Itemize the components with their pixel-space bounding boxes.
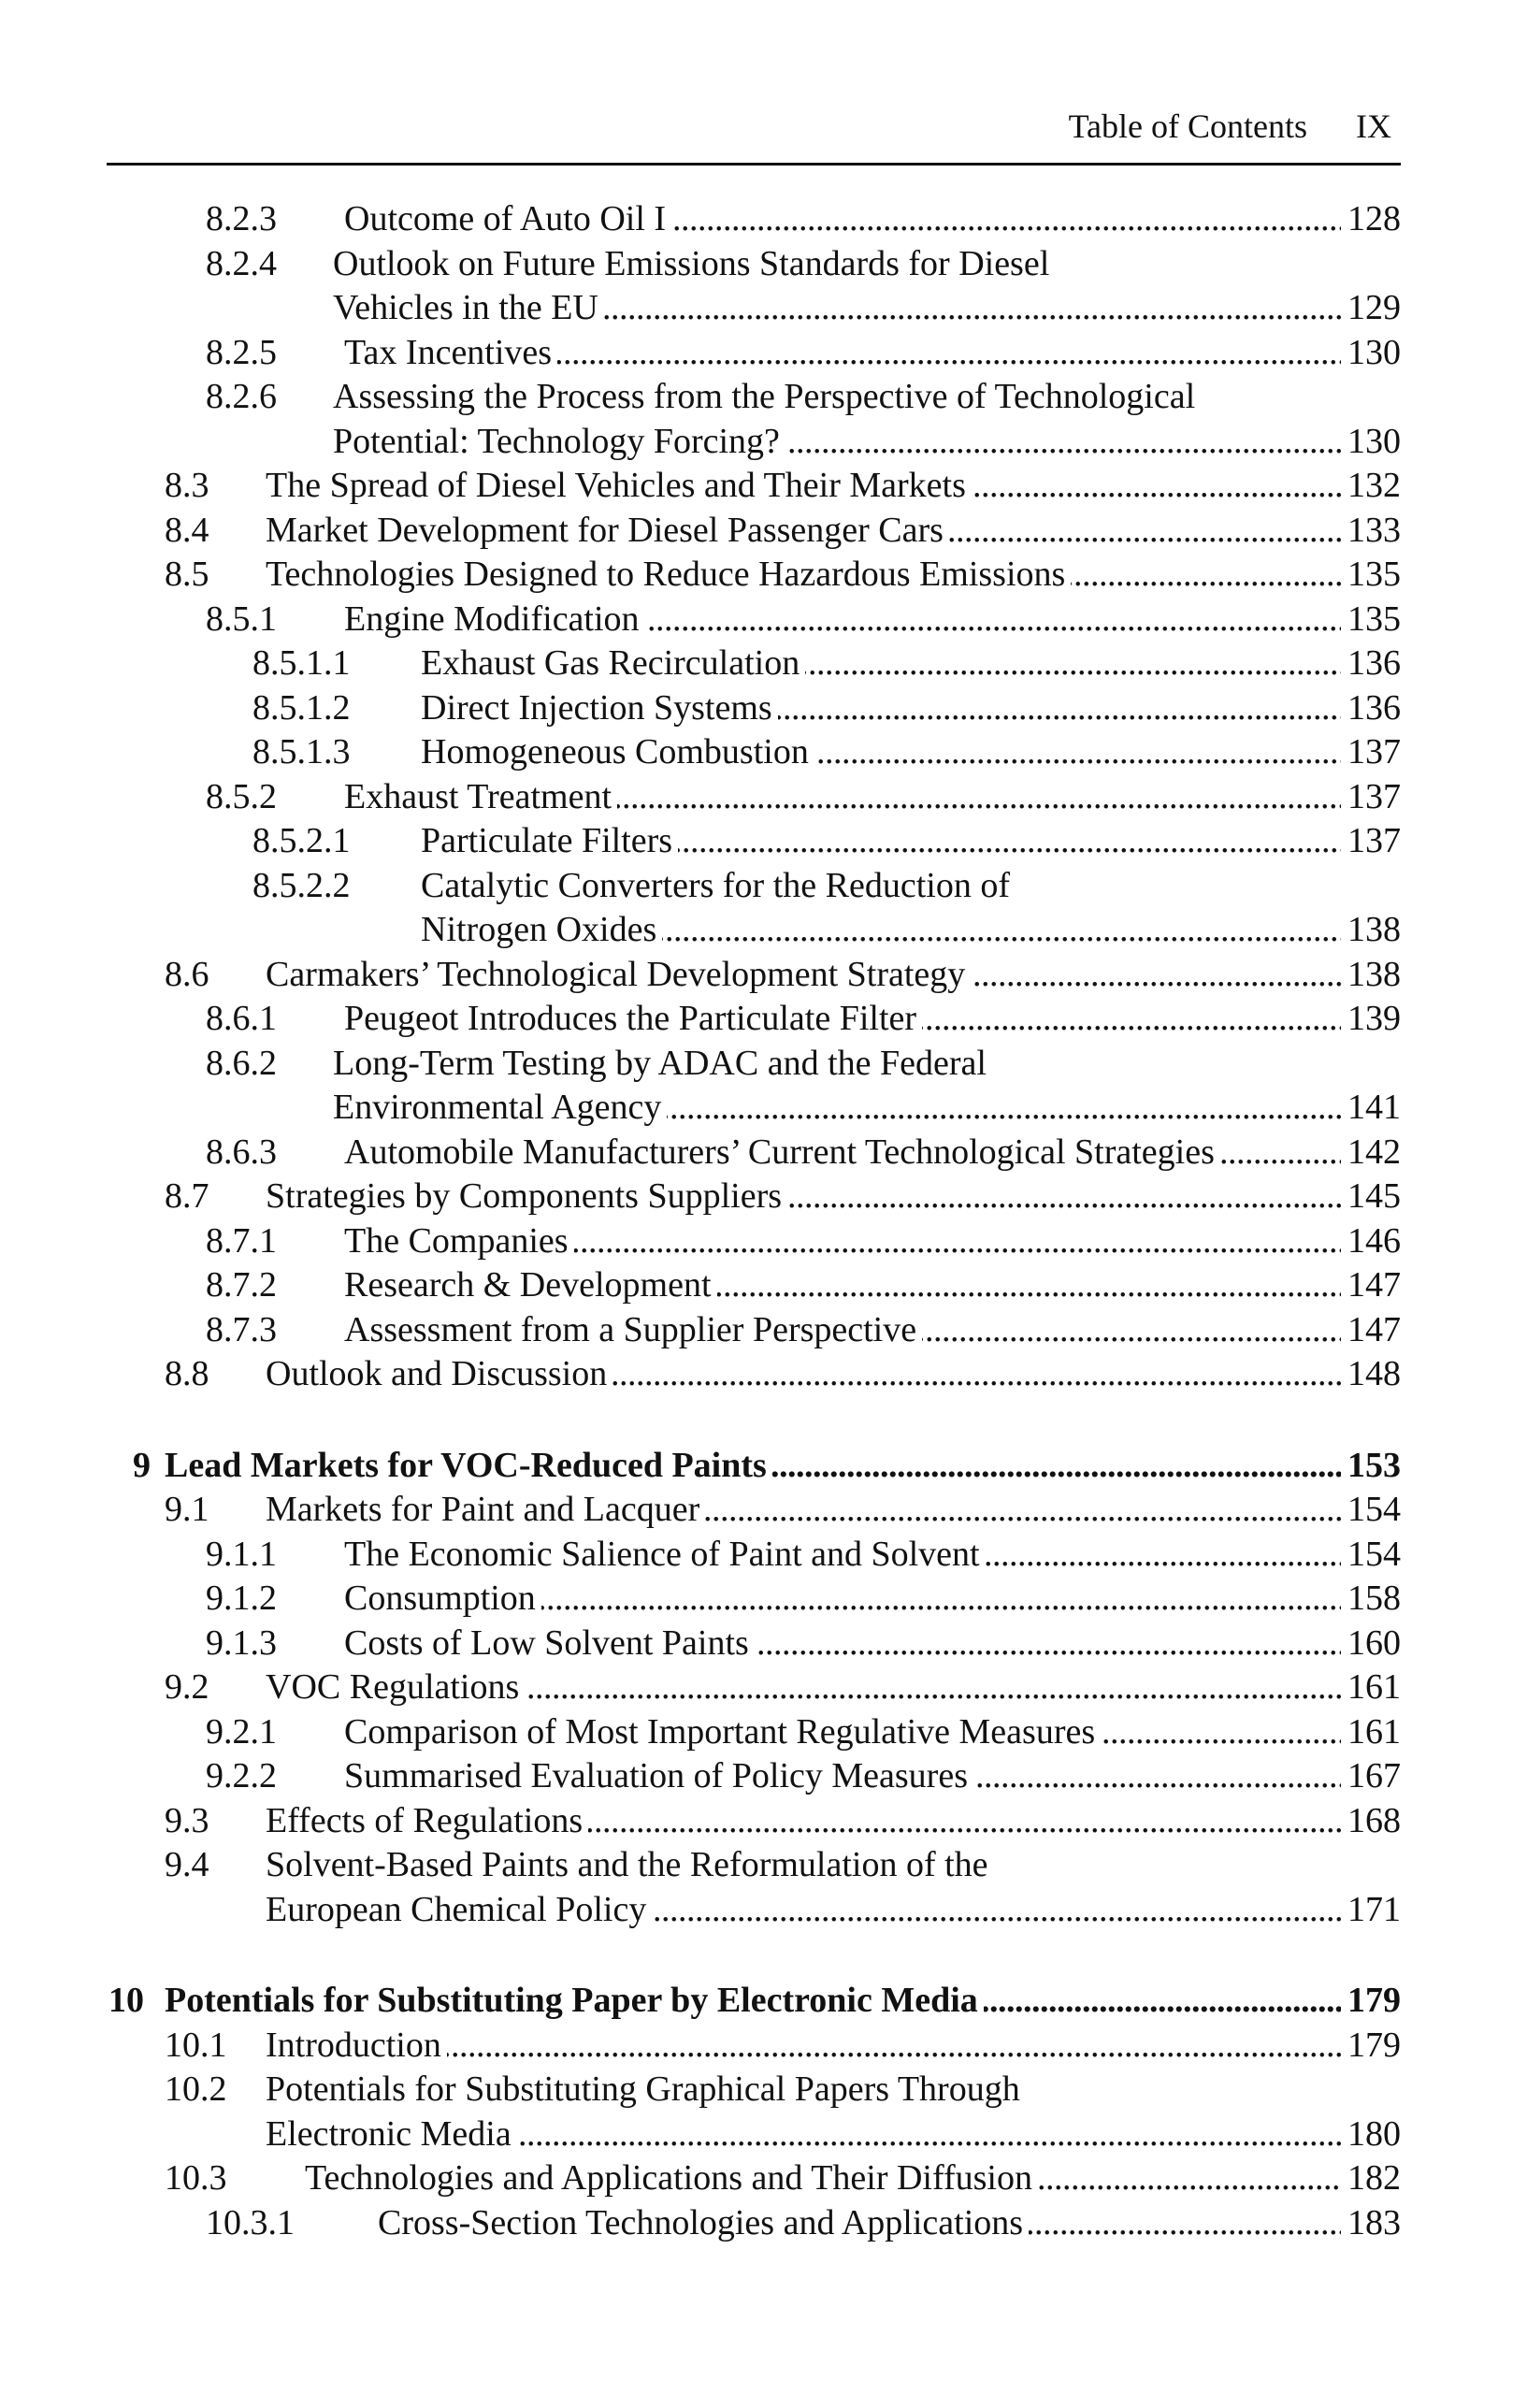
toc-entry-title: Assessment from a Supplier Perspective (344, 1307, 922, 1352)
toc-entry-title: Direct Injection Systems (421, 685, 778, 730)
toc-entry-page: 138 (1343, 907, 1401, 952)
toc-entry-title-continued: Electronic Media (266, 2112, 517, 2156)
toc-entry[interactable] (0, 1665, 1401, 1709)
toc-entry-title: Cross-Section Technologies and Applications (378, 2200, 1029, 2245)
toc-entry-title: Solvent-Based Paints and the Reformulation of the (266, 1842, 994, 1887)
toc-entry-number: 8.8 (165, 1354, 209, 1393)
toc-entry-title-continued: Potential: Technology Forcing? (333, 419, 785, 464)
toc-entry-number: 10.2 (165, 2069, 227, 2109)
toc-entry-title: Effects of Regulations (266, 1798, 588, 1843)
toc-entry-number: 8.5.1 (206, 598, 277, 639)
toc-entry[interactable] (0, 641, 1401, 685)
toc-entry-number: 8.5.1.1 (252, 643, 351, 683)
toc-entry-continuation (0, 1887, 1401, 1932)
toc-entry[interactable] (0, 1487, 1401, 1532)
toc-entry-page: 154 (1343, 1532, 1401, 1577)
toc-entry-number: 8.5.2 (206, 776, 277, 816)
toc-entry[interactable] (0, 552, 1401, 597)
toc-entry-title: Strategies by Components Suppliers (266, 1174, 787, 1218)
toc-entry-number: 10.3.1 (206, 2202, 295, 2242)
toc-entry[interactable] (0, 374, 1401, 463)
toc-entry-title: The Economic Salience of Paint and Solvent (344, 1532, 986, 1577)
toc-entry-title: Peugeot Introduces the Particulate Filter (344, 996, 922, 1041)
toc-entry-page: 136 (1343, 641, 1401, 685)
toc-entry-number: 9 (133, 1445, 151, 1485)
toc-entry[interactable] (0, 196, 1401, 241)
toc-entry-number: 8.2.3 (206, 199, 277, 238)
toc-entry-page: 167 (1343, 1753, 1401, 1798)
toc-entry-page: 168 (1343, 1798, 1401, 1843)
toc-entry-title: Potentials for Substituting Paper by Electronic Media (165, 1978, 984, 2023)
toc-entry[interactable] (0, 508, 1401, 553)
toc-entry-page: 133 (1343, 508, 1401, 553)
toc-entry-title: Summarised Evaluation of Policy Measures (344, 1753, 973, 1798)
toc-entry-page: 135 (1343, 597, 1401, 642)
toc-entry-page: 179 (1343, 2023, 1401, 2068)
toc-entry-number: 8.7.3 (206, 1309, 277, 1349)
toc-entry-page: 180 (1343, 2112, 1401, 2156)
toc-entry-number: 10.3 (165, 2158, 227, 2198)
toc-entry[interactable] (0, 1041, 1401, 1130)
toc-entry-number: 8.2.4 (206, 243, 277, 283)
toc-entry[interactable] (0, 818, 1401, 863)
toc-entry-title: Carmakers’ Technological Development Strategy (266, 952, 971, 997)
toc-entry-page: 179 (1343, 1978, 1401, 2023)
toc-entry-page: 171 (1343, 1887, 1401, 1932)
toc-entry-title-continued: Nitrogen Oxides (421, 907, 662, 952)
toc-entry-title: Homogeneous Combustion (421, 729, 814, 774)
toc-entry[interactable] (0, 1709, 1401, 1754)
toc-entry-title: Outlook and Discussion (266, 1351, 612, 1396)
toc-entry-title: Technologies and Applications and Their Diffusion (305, 2156, 1038, 2200)
toc-entry-page: 147 (1343, 1307, 1401, 1352)
toc-entry-page: 137 (1343, 774, 1401, 819)
toc-entry-title: Catalytic Converters for the Reduction of (421, 863, 1016, 908)
toc-entry-number: 8.6.1 (206, 999, 277, 1038)
toc-entry-number: 8.5.2.2 (252, 865, 351, 905)
toc-entry[interactable] (0, 330, 1401, 375)
toc-entry[interactable] (0, 2067, 1401, 2156)
toc-entry-number: 9.2 (165, 1667, 209, 1707)
toc-entry-page: 146 (1343, 1218, 1401, 1263)
toc-entry-page: 182 (1343, 2156, 1401, 2200)
toc-entry-title: Exhaust Gas Recirculation (421, 641, 805, 685)
toc-entry-page: 158 (1343, 1576, 1401, 1621)
toc-entry-number: 8.5 (165, 555, 209, 594)
toc-entry-page: 148 (1343, 1351, 1401, 1396)
toc-entry-number: 9.2.2 (206, 1756, 277, 1795)
toc-entry-number: 8.6.3 (206, 1132, 277, 1172)
toc-entry-number: 9.3 (165, 1800, 209, 1840)
toc-entry[interactable] (0, 1307, 1401, 1352)
toc-entry[interactable] (0, 1532, 1401, 1577)
toc-chapter-entry[interactable] (0, 1443, 1401, 1488)
toc-entry[interactable] (0, 241, 1401, 330)
toc-entry-number: 8.7 (165, 1176, 209, 1216)
toc-entry[interactable] (0, 685, 1401, 730)
toc-entry-page: 147 (1343, 1262, 1401, 1307)
toc-entry[interactable] (0, 1753, 1401, 1798)
toc-entry-number: 9.1.2 (206, 1579, 277, 1618)
toc-entry-title: Costs of Low Solvent Paints (344, 1621, 755, 1665)
toc-entry-title: Markets for Paint and Lacquer (266, 1487, 705, 1532)
toc-entry-number: 8.2.6 (206, 377, 277, 416)
toc-entry-number: 9.2.1 (206, 1711, 277, 1752)
toc-entry-page: 137 (1343, 818, 1401, 863)
toc-entry-title: Tax Incentives (344, 330, 557, 375)
toc-entry-page: 130 (1343, 419, 1401, 464)
toc-entry-title: Introduction (266, 2023, 447, 2068)
toc-entry-page: 135 (1343, 552, 1401, 597)
toc-entry-page: 183 (1343, 2200, 1401, 2245)
toc-entry-title: Market Development for Diesel Passenger Cars (266, 508, 949, 553)
toc-entry-number: 10 (108, 1981, 144, 2020)
toc-entry-number: 8.7.2 (206, 1265, 277, 1305)
toc-entry[interactable] (0, 1351, 1401, 1396)
toc-entry-number: 8.4 (165, 510, 209, 550)
toc-entry[interactable] (0, 952, 1401, 997)
toc-entry[interactable] (0, 1174, 1401, 1218)
toc-entry-number: 8.5.1.3 (252, 732, 351, 771)
toc-entry[interactable] (0, 1798, 1401, 1843)
page-number: IX (1356, 108, 1391, 145)
toc-entry-page: 145 (1343, 1174, 1401, 1218)
toc-entry-title: Engine Modification (344, 597, 645, 642)
toc-entry-page: 161 (1343, 1665, 1401, 1709)
toc-entry-number: 9.4 (165, 1845, 209, 1884)
toc-entry-title: VOC Regulations (266, 1665, 525, 1709)
toc-entry-title: Particulate Filters (421, 818, 678, 863)
toc-entry-page: 137 (1343, 729, 1401, 774)
toc-entry-continuation (0, 2112, 1401, 2156)
toc-entry-continuation (0, 907, 1401, 952)
toc-entry-page: 153 (1343, 1443, 1401, 1488)
toc-entry-number: 8.7.1 (206, 1220, 277, 1261)
toc-entry-title-continued: European Chemical Policy (266, 1887, 652, 1932)
toc-entry-continuation (0, 1085, 1401, 1130)
toc-entry[interactable] (0, 1262, 1401, 1307)
toc-entry[interactable] (0, 463, 1401, 508)
toc-entry-page: 130 (1343, 330, 1401, 375)
toc-entry-title: Outlook on Future Emissions Standards for Diesel (333, 241, 1055, 286)
toc-entry-page: 142 (1343, 1130, 1401, 1175)
toc-entry-title-continued: Environmental Agency (333, 1085, 667, 1130)
toc-entry-page: 161 (1343, 1709, 1401, 1754)
toc-entry[interactable] (0, 863, 1401, 952)
running-header-title: Table of Contents (1068, 108, 1307, 145)
toc-entry[interactable] (0, 1130, 1401, 1175)
toc-entry[interactable] (0, 774, 1401, 819)
toc-entry[interactable] (0, 1842, 1401, 1931)
toc-entry-title: Research & Development (344, 1262, 717, 1307)
toc-entry-title: Potentials for Substituting Graphical Papers Through (266, 2067, 1026, 2112)
toc-entry[interactable] (0, 2200, 1401, 2245)
toc-entry-continuation (0, 285, 1401, 330)
toc-entry-title: Automobile Manufacturers’ Current Technological Strategies (344, 1130, 1220, 1175)
toc-entry-continuation (0, 419, 1401, 464)
toc-entry-page: 138 (1343, 952, 1401, 997)
toc-entry-number: 9.1 (165, 1490, 209, 1529)
toc-entry-title: The Companies (344, 1218, 574, 1263)
toc-entry[interactable] (0, 729, 1401, 774)
toc-entry-number: 8.6.2 (206, 1043, 277, 1083)
toc-entry-page: 141 (1343, 1085, 1401, 1130)
toc-entry-number: 9.1.1 (206, 1534, 277, 1574)
toc-chapter-entry[interactable] (0, 1978, 1401, 2023)
toc-entry-title: Consumption (344, 1576, 541, 1621)
toc-entry[interactable] (0, 996, 1401, 1041)
toc-entry[interactable] (0, 2023, 1401, 2068)
toc-entry[interactable] (0, 1621, 1401, 1665)
toc-entry-title: Lead Markets for VOC-Reduced Paints (165, 1443, 772, 1488)
toc-entry-title-continued: Vehicles in the EU (333, 285, 604, 330)
toc-entry[interactable] (0, 1576, 1401, 1621)
toc-entry-number: 8.3 (165, 466, 209, 505)
toc-entry[interactable] (0, 597, 1401, 642)
toc-entry-title: Outcome of Auto Oil I (344, 196, 671, 241)
toc-entry-page: 160 (1343, 1621, 1401, 1665)
toc-entry-page: 139 (1343, 996, 1401, 1041)
toc-entry-number: 10.1 (165, 2025, 227, 2065)
toc-entry-title: Technologies Designed to Reduce Hazardous Emissions (266, 552, 1071, 597)
toc-entry-page: 129 (1343, 285, 1401, 330)
toc-entry-title: The Spread of Diesel Vehicles and Their Markets (266, 463, 972, 508)
toc-entry-number: 8.5.2.1 (252, 821, 351, 860)
toc-entry-number: 8.6 (165, 954, 209, 994)
toc-entry-title: Comparison of Most Important Regulative Measures (344, 1709, 1101, 1754)
toc-entry-title: Exhaust Treatment (344, 774, 617, 819)
toc-entry-page: 154 (1343, 1487, 1401, 1532)
toc-entry-title: Assessing the Process from the Perspective of Technological (333, 374, 1201, 419)
toc-entry-page: 128 (1343, 196, 1401, 241)
toc-entry[interactable] (0, 2156, 1401, 2200)
toc-entry-number: 8.2.5 (206, 332, 277, 372)
toc-entry[interactable] (0, 1218, 1401, 1263)
toc-entry-number: 9.1.3 (206, 1622, 277, 1663)
toc-entry-page: 136 (1343, 685, 1401, 730)
toc-entry-page: 132 (1343, 463, 1401, 508)
toc-entry-number: 8.5.1.2 (252, 687, 351, 728)
toc-entry-title: Long-Term Testing by ADAC and the Federal (333, 1041, 992, 1086)
